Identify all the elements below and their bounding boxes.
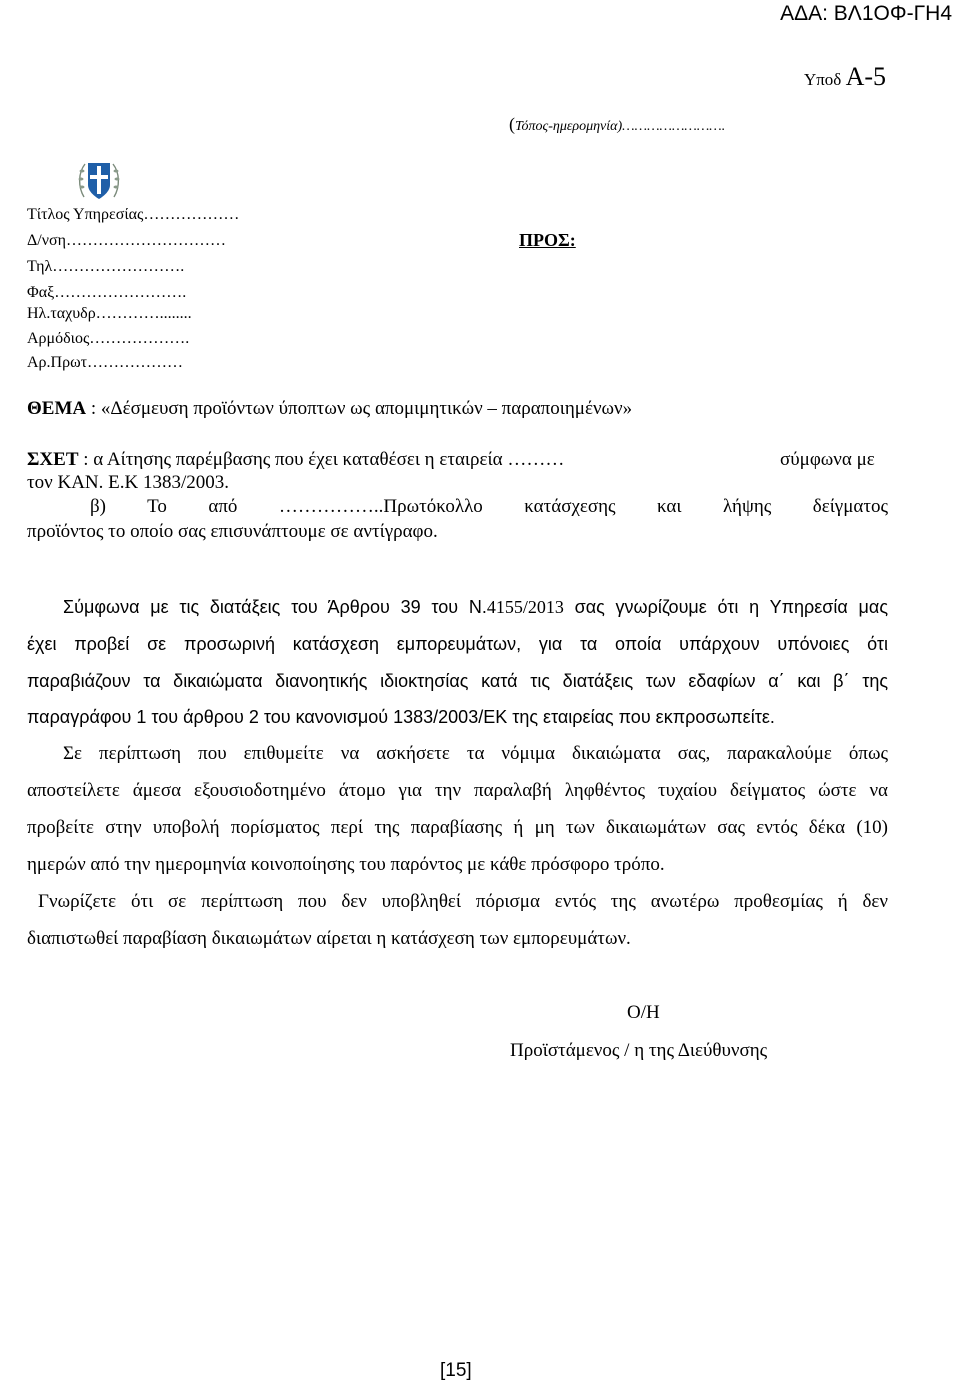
place-date-open: ( bbox=[509, 114, 515, 134]
body-p1-line-1 bbox=[63, 597, 888, 618]
sender-line-service: Τίτλος Υπηρεσίας……………… bbox=[27, 206, 240, 223]
annex-label bbox=[804, 62, 886, 92]
subject-label: ΘΕΜΑ bbox=[27, 398, 87, 419]
reference-line-1 bbox=[27, 449, 564, 471]
body-p1-line-2: έχει προβεί σε προσωρινή κατάσχεση εμπορευμάτων, για τα οποία υπάρχουν υπόνοιες ότι bbox=[27, 634, 888, 654]
body-p2-line-2: αποστείλετε άμεσα εξουσιοδοτημένο άτομο για την παραλαβή ληφθέντος τυχαίου δείγματος ώστε να bbox=[27, 780, 888, 801]
reference-line-2: τον ΚΑΝ. Ε.Κ 1383/2003. bbox=[27, 472, 229, 493]
body-p1-line-3: παραβιάζουν τα δικαιώματα διανοητικής ιδιοκτησίας κατά τις διατάξεις των εδαφίων α΄ και β΄ της bbox=[27, 671, 888, 691]
place-date bbox=[509, 114, 725, 135]
signature-title: Προϊστάμενος / η της Διεύθυνσης bbox=[510, 1040, 768, 1061]
body-p1-line-1-c: σας γνωρίζουμε ότι η Υπηρεσία μας bbox=[563, 597, 888, 617]
annex-prefix: Υποδ bbox=[803, 70, 842, 89]
recipient-label: ΠΡΟΣ: bbox=[519, 230, 576, 250]
sender-line-phone: Τηλ……………………. bbox=[27, 258, 185, 275]
reference-line-1-end: σύμφωνα με bbox=[780, 449, 875, 470]
place-date-text: Τόπος-ημερομηνία)……………………. bbox=[515, 119, 726, 134]
reference-line-1-text: : α Αίτησης παρέμβασης που έχει καταθέσει η εταιρεία ……… bbox=[83, 449, 565, 470]
sender-line-directorate: Δ/νση………………………… bbox=[27, 232, 226, 249]
annex-id: Α-5 bbox=[845, 62, 886, 91]
sender-line-officer: Αρμόδιος………………. bbox=[27, 330, 190, 347]
sender-line-fax: Φαξ……………………. bbox=[27, 284, 187, 301]
reference-label: ΣΧΕΤ bbox=[27, 449, 79, 470]
body-p3-line-2: διαπιστωθεί παραβίαση δικαιωμάτων αίρεται η κατάσχεση των εμπορευμάτων. bbox=[27, 928, 631, 949]
reference-line-3: β) Το από ……………..Πρωτόκολλο κατάσχεσης και λήψης δείγματος bbox=[90, 496, 888, 517]
body-p1-line-1-b: 4155/2013 bbox=[486, 597, 564, 617]
subject-line bbox=[27, 398, 632, 420]
body-p2-line-4: ημερών από την ημερομηνία κοινοποίησης του παρόντος με κάθε πρόσφορο τρόπο. bbox=[27, 854, 665, 875]
reference-line-4: προϊόντος το οποίο σας επισυνάπτουμε σε αντίγραφο. bbox=[27, 521, 438, 542]
page-number: [15] bbox=[440, 1360, 472, 1381]
greek-coat-of-arms-icon bbox=[76, 157, 122, 205]
body-p3-line-1: Γνωρίζετε ότι σε περίπτωση που δεν υποβληθεί πόρισμα εντός της ανωτέρω προθεσμίας ή δεν bbox=[38, 891, 888, 912]
sender-line-email: Ηλ.ταχυδρ…………........ bbox=[27, 305, 192, 322]
body-p2-line-1: Σε περίπτωση που επιθυμείτε να ασκήσετε τα νόμιμα δικαιώματα σας, παρακαλούμε όπως bbox=[63, 743, 888, 764]
body-p2-line-3: προβείτε στην υποβολή πορίσματος περί της παραβίασης ή μη των δικαιωμάτων σας εντός δέκα (10) bbox=[27, 817, 888, 838]
sender-line-protocol: Αρ.Πρωτ……………… bbox=[27, 354, 184, 371]
signature-oh: Ο/Η bbox=[627, 1002, 660, 1023]
body-p1-line-1-a: Σύμφωνα με τις διατάξεις του Άρθρου 39 του Ν. bbox=[63, 597, 487, 617]
subject-text: : «Δέσμευση προϊόντων ύποπτων ως απομιμητικών – παραποιημένων» bbox=[90, 398, 633, 419]
document-ada-code: ΑΔΑ: ΒΛ1ΟΦ-ΓΗ4 bbox=[780, 2, 952, 25]
body-p1-line-4: παραγράφου 1 του άρθρου 2 του κανονισμού 1383/2003/ΕΚ της εταιρείας που εκπροσωπείτε. bbox=[27, 707, 775, 727]
